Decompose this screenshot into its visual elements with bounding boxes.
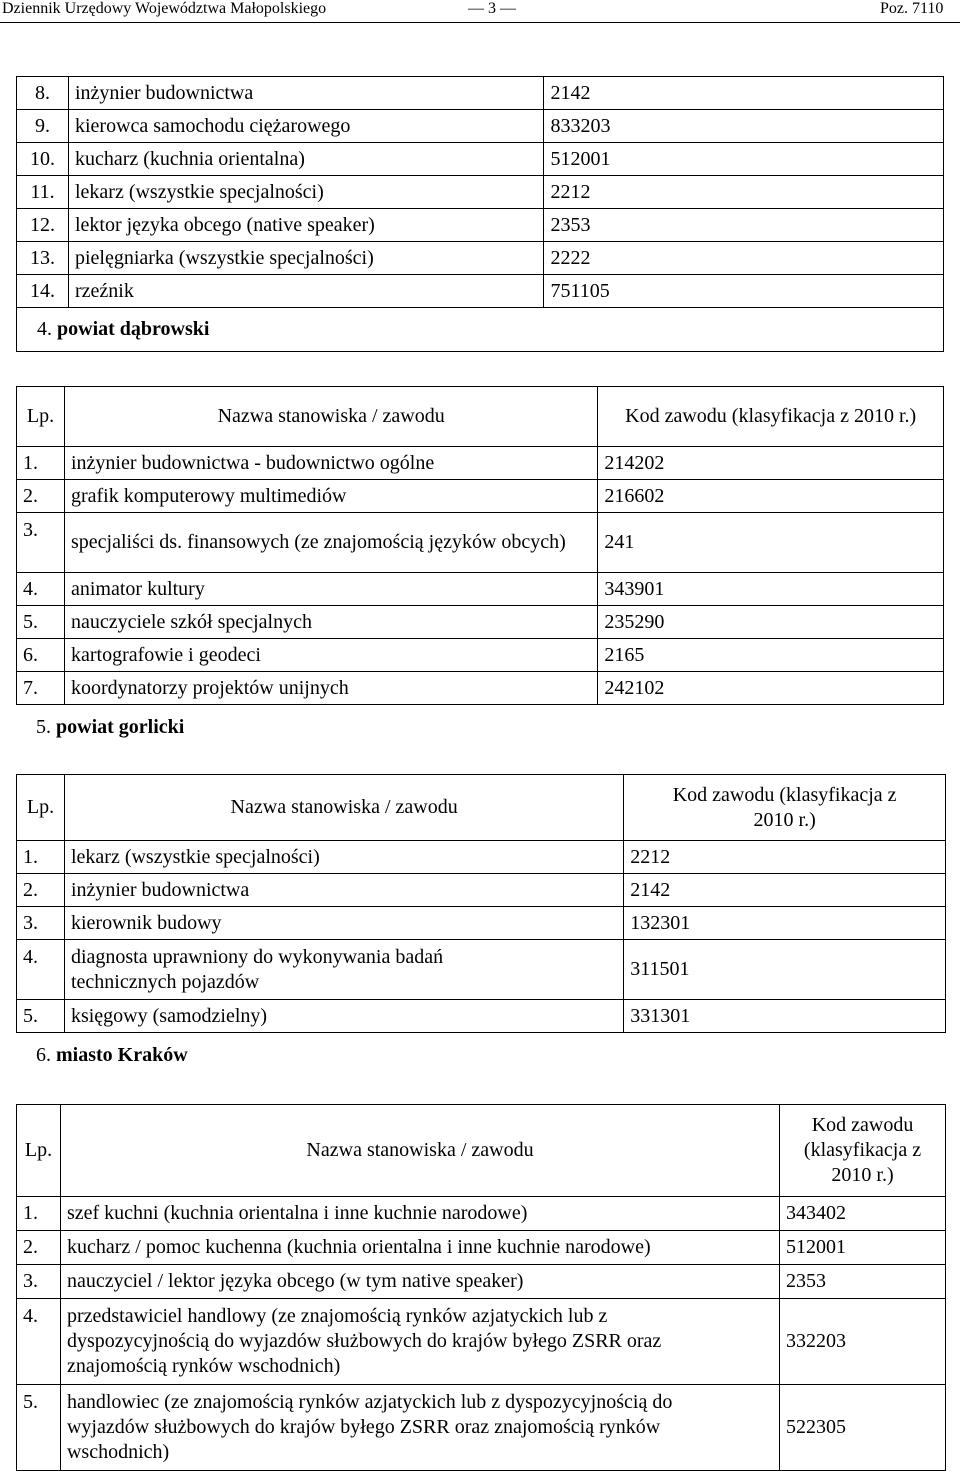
lp-cell: 2.	[17, 874, 65, 907]
lp-cell: 8.	[17, 77, 69, 110]
occupation-cell: nauczyciele szkół specjalnych	[64, 606, 597, 639]
section-heading-row-group	[17, 308, 944, 352]
table-row	[17, 447, 944, 480]
table-row	[17, 513, 944, 573]
code-cell: 522305	[780, 1385, 946, 1471]
table-header-row	[17, 775, 946, 841]
table-row	[17, 1265, 946, 1299]
table-row	[17, 1197, 946, 1231]
lp-cell: 1.	[17, 447, 65, 480]
code-cell: 2212	[544, 176, 944, 209]
lp-cell: 6.	[17, 639, 65, 672]
code-cell: 235290	[598, 606, 944, 639]
occupation-cell: inżynier budownictwa	[64, 874, 623, 907]
table-continuation	[16, 76, 944, 352]
table-powiat-dabrowski	[16, 386, 944, 705]
code-cell: 512001	[544, 143, 944, 176]
code-cell: 331301	[624, 1000, 946, 1033]
section-title: powiat gorlicki	[56, 716, 185, 738]
lp-cell: 10.	[17, 143, 69, 176]
section-number: 4.	[37, 318, 52, 340]
lp-cell: 2.	[17, 1231, 61, 1265]
occupation-cell: kucharz (kuchnia orientalna)	[68, 143, 543, 176]
lp-cell: 4.	[17, 940, 65, 1000]
header-occupation: Nazwa stanowiska / zawodu	[60, 1105, 779, 1197]
code-cell: 2212	[624, 841, 946, 874]
table-row	[17, 77, 944, 110]
page-header	[0, 0, 960, 22]
occupation-cell: inżynier budownictwa - budownictwo ogólne	[64, 447, 597, 480]
code-cell: 343402	[780, 1197, 946, 1231]
table-header-row	[17, 387, 944, 447]
table-row	[17, 639, 944, 672]
table-miasto-krakow	[16, 1104, 946, 1471]
occupation-cell: kierowca samochodu ciężarowego	[68, 110, 543, 143]
occupation-cell: koordynatorzy projektów unijnych	[64, 672, 597, 705]
table-powiat-gorlicki	[16, 774, 946, 1033]
code-cell: 2142	[624, 874, 946, 907]
code-cell: 833203	[544, 110, 944, 143]
header-code: Kod zawodu (klasyfikacja z 2010 r.)	[624, 775, 946, 841]
table-row	[17, 1299, 946, 1385]
occupation-cell: lektor języka obcego (native speaker)	[68, 209, 543, 242]
lp-cell: 3.	[17, 1265, 61, 1299]
code-cell: 2165	[598, 639, 944, 672]
header-lp: Lp.	[17, 1105, 61, 1197]
table-row	[17, 907, 946, 940]
code-cell: 132301	[624, 907, 946, 940]
lp-cell: 3.	[17, 513, 65, 573]
occupation-cell: specjaliści ds. finansowych (ze znajomością języków obcych)	[64, 513, 597, 573]
occupation-cell: rzeźnik	[68, 275, 543, 308]
section-heading-row	[17, 308, 944, 352]
occupation-cell: kucharz / pomoc kuchenna (kuchnia orientalna i inne kuchnie narodowe)	[60, 1231, 779, 1265]
header-lp: Lp.	[17, 775, 65, 841]
table-row	[17, 1385, 946, 1471]
code-cell: 332203	[780, 1299, 946, 1385]
code-cell: 216602	[598, 480, 944, 513]
table-row	[17, 242, 944, 275]
occupation-cell: lekarz (wszystkie specjalności)	[68, 176, 543, 209]
section-heading-gorlicki	[36, 716, 184, 739]
occupation-cell: animator kultury	[64, 573, 597, 606]
lp-cell: 1.	[17, 841, 65, 874]
table-row	[17, 1000, 946, 1033]
section-title: miasto Kraków	[56, 1044, 188, 1066]
header-occupation: Nazwa stanowiska / zawodu	[64, 775, 623, 841]
position-number: Poz. 7110	[880, 0, 944, 17]
occupation-cell: szef kuchni (kuchnia orientalna i inne kuchnie narodowe)	[60, 1197, 779, 1231]
lp-cell: 4.	[17, 1299, 61, 1385]
occupation-cell: inżynier budownictwa	[68, 77, 543, 110]
header-rule	[0, 22, 960, 23]
lp-cell: 7.	[17, 672, 65, 705]
lp-cell: 11.	[17, 176, 69, 209]
table-row	[17, 480, 944, 513]
lp-cell: 5.	[17, 1385, 61, 1471]
journal-title: Dziennik Urzędowy Województwa Małopolskiego	[2, 0, 327, 17]
table-row	[17, 110, 944, 143]
header-code: Kod zawodu (klasyfikacja z 2010 r.)	[780, 1105, 946, 1197]
table-row	[17, 176, 944, 209]
lp-cell: 5.	[17, 1000, 65, 1033]
code-cell: 2353	[780, 1265, 946, 1299]
table-row	[17, 1231, 946, 1265]
lp-cell: 14.	[17, 275, 69, 308]
occupation-cell: pielęgniarka (wszystkie specjalności)	[68, 242, 543, 275]
occupation-cell: handlowiec (ze znajomością rynków azjatyckich lub z dyspozycyjnością do wyjazdów służbowych do krajów byłego ZSRR oraz znajomością rynków wschodnich)	[60, 1385, 779, 1471]
lp-cell: 3.	[17, 907, 65, 940]
code-cell: 2142	[544, 77, 944, 110]
header-lp: Lp.	[17, 387, 65, 447]
table-row	[17, 940, 946, 1000]
lp-cell: 5.	[17, 606, 65, 639]
occupation-cell: grafik komputerowy multimediów	[64, 480, 597, 513]
code-cell: 214202	[598, 447, 944, 480]
code-cell: 751105	[544, 275, 944, 308]
table-row	[17, 874, 946, 907]
section-heading-cell	[17, 308, 944, 352]
code-cell: 512001	[780, 1231, 946, 1265]
lp-cell: 12.	[17, 209, 69, 242]
page-number: — 3 —	[468, 0, 516, 17]
section-heading-krakow	[36, 1044, 188, 1067]
table-row	[17, 672, 944, 705]
occupation-cell: nauczyciel / lektor języka obcego (w tym native speaker)	[60, 1265, 779, 1299]
table-row	[17, 143, 944, 176]
table-row	[17, 841, 946, 874]
occupation-cell: księgowy (samodzielny)	[64, 1000, 623, 1033]
table-row	[17, 606, 944, 639]
table-row	[17, 209, 944, 242]
lp-cell: 9.	[17, 110, 69, 143]
table-row	[17, 275, 944, 308]
occupation-cell: kierownik budowy	[64, 907, 623, 940]
section-title: powiat dąbrowski	[57, 318, 210, 340]
occupation-cell: diagnosta uprawniony do wykonywania badań technicznych pojazdów	[64, 940, 623, 1000]
occupation-cell: lekarz (wszystkie specjalności)	[64, 841, 623, 874]
code-cell: 241	[598, 513, 944, 573]
code-cell: 311501	[624, 940, 946, 1000]
table-continuation-body	[17, 77, 944, 308]
code-cell: 343901	[598, 573, 944, 606]
header-code: Kod zawodu (klasyfikacja z 2010 r.)	[598, 387, 944, 447]
lp-cell: 13.	[17, 242, 69, 275]
code-cell: 242102	[598, 672, 944, 705]
header-occupation: Nazwa stanowiska / zawodu	[64, 387, 597, 447]
section-number: 6.	[36, 1044, 51, 1066]
occupation-cell: przedstawiciel handlowy (ze znajomością rynków azjatyckich lub z dyspozycyjnością do wyjazdów służbowych do krajów byłego ZSRR oraz znajomością rynków wschodnich)	[60, 1299, 779, 1385]
lp-cell: 4.	[17, 573, 65, 606]
table-header-row	[17, 1105, 946, 1197]
code-cell: 2222	[544, 242, 944, 275]
lp-cell: 1.	[17, 1197, 61, 1231]
code-cell: 2353	[544, 209, 944, 242]
table-row	[17, 573, 944, 606]
occupation-cell: kartografowie i geodeci	[64, 639, 597, 672]
lp-cell: 2.	[17, 480, 65, 513]
section-number: 5.	[36, 716, 51, 738]
